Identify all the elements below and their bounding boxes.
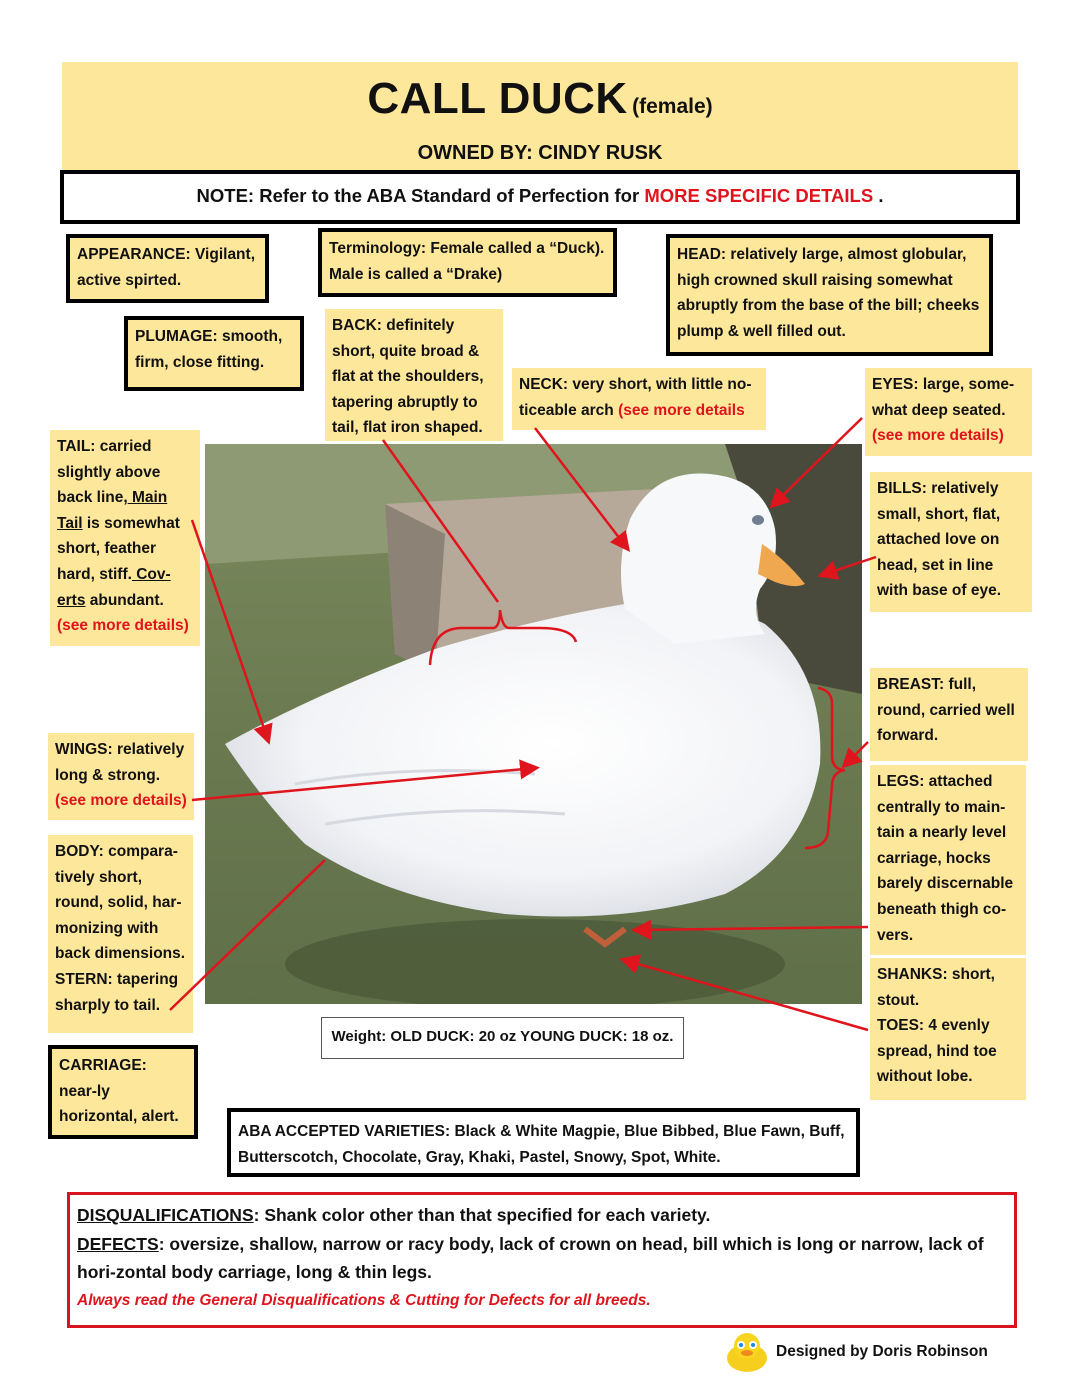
tail-text-3: abundant. <box>85 591 164 609</box>
designer-credit <box>723 1330 1013 1374</box>
carriage-text: near-ly horizontal, alert. <box>59 1082 179 1126</box>
breast-box <box>870 668 1028 761</box>
tail-more-link[interactable]: (see more details) <box>57 617 189 635</box>
tail-text-2: is somewhat short, feather hard, stiff. <box>57 514 180 583</box>
defects-label: DEFECTS <box>77 1233 159 1254</box>
page-title <box>62 74 1018 124</box>
wings-text: relatively long & strong. <box>55 741 185 784</box>
tail-coverts: Cov-erts <box>57 565 171 609</box>
shanks-box <box>870 958 1026 1100</box>
head-head: HEAD: <box>677 246 727 263</box>
note-box <box>60 170 1020 224</box>
tail-main-tail: Main Tail <box>57 489 168 532</box>
designer-text: Designed by Doris Robinson <box>776 1343 988 1360</box>
eyes-head: EYES: <box>872 376 919 393</box>
tail-box <box>50 430 200 646</box>
plumage-box <box>124 316 304 391</box>
tail-head: TAIL: <box>57 438 96 455</box>
tail-text-1: carried slightly above back line, <box>57 438 161 507</box>
owner-line: OWNED BY: CINDY RUSK <box>417 142 663 164</box>
terminology-head: Terminology: <box>329 240 427 257</box>
plumage-text: smooth, firm, close fitting. <box>135 328 283 371</box>
title-main: CALL DUCK <box>367 74 628 123</box>
disqualifications-line <box>77 1201 1007 1230</box>
bills-text: relatively small, short, flat, attached love on head, set in line with base of eye. <box>877 480 1002 600</box>
note-highlight: MORE SPECIFIC DETAILS <box>644 185 874 206</box>
wings-head: WINGS: <box>55 741 113 758</box>
bills-box <box>870 472 1032 612</box>
legs-head: LEGS: <box>877 773 925 790</box>
appearance-head: APPEARANCE: <box>77 246 191 263</box>
eyes-more-link[interactable]: (see more details) <box>872 427 1004 445</box>
duck-photo <box>205 444 862 1004</box>
note-text: NOTE: Refer to the ABA Standard of Perfection for <box>196 185 645 206</box>
neck-text: very short, with little no-ticeable arch <box>519 376 752 419</box>
eyes-text: large, some-what deep seated. <box>872 376 1015 419</box>
varieties-box: ABA ACCEPTED VARIETIES: Black & White Magpie, Blue Bibbed, Blue Fawn, Buff, Butterscotch, Chocolate, Gray, Khaki, Pastel, Snowy, Spot, White. <box>227 1108 860 1177</box>
appearance-text: Vigilant, active spirted. <box>77 246 255 289</box>
title-sub: (female) <box>632 95 713 118</box>
disqualifications-text: : Shank color other than that specified for each variety. <box>253 1205 711 1225</box>
carriage-box <box>48 1045 198 1139</box>
wings-more-link[interactable]: (see more details) <box>55 792 187 810</box>
neck-head: NECK: <box>519 376 569 393</box>
shanks-text: short, stout. <box>877 966 995 1009</box>
head-text: relatively large, almost globular, high crowned skull raising somewhat abruptly from the base of the bill; cheeks plump & well filled out. <box>677 246 980 340</box>
carriage-head: CARRIAGE: <box>59 1057 147 1074</box>
body-head: BODY: <box>55 843 104 860</box>
weight-box: Weight: OLD DUCK: 20 oz YOUNG DUCK: 18 oz. <box>321 1017 684 1059</box>
defects-line <box>77 1230 1007 1287</box>
neck-box <box>512 368 766 430</box>
body-text: compara-tively short, round, solid, har-monizing with back dimensions. STERN: tapering sharply to tail. <box>55 843 186 1014</box>
terminology-box <box>318 228 617 297</box>
disqualifications-box <box>67 1192 1017 1328</box>
neck-more-link[interactable]: (see more details <box>618 401 745 419</box>
breast-text: full, round, carried well forward. <box>877 676 1015 745</box>
back-head: BACK: <box>332 317 382 334</box>
legs-text: attached centrally to main-tain a nearly level carriage, hocks barely discernable beneath thigh co-vers. <box>877 773 1014 944</box>
plumage-head: PLUMAGE: <box>135 328 218 345</box>
back-box <box>325 309 503 441</box>
breast-head: BREAST: <box>877 676 945 693</box>
shanks-head: SHANKS: <box>877 966 948 983</box>
disqualifications-label: DISQUALIFICATIONS <box>77 1205 254 1225</box>
wings-box <box>48 733 194 820</box>
defects-text: : oversize, shallow, narrow or racy body, lack of crown on head, bill which is long or narrow, lack of hori-zontal body carriage, long & thin legs. <box>77 1233 984 1282</box>
white-call-duck-photo <box>205 444 862 1004</box>
head-box <box>666 234 993 356</box>
terminology-text: Female called a “Duck). Male is called a “Drake) <box>329 240 605 283</box>
body-box <box>48 835 193 1033</box>
legs-box <box>870 765 1026 955</box>
duckling-icon <box>723 1330 771 1374</box>
toes-text: TOES: 4 evenly spread, hind toe without lobe. <box>877 1017 997 1086</box>
note-end: . <box>873 185 884 206</box>
back-text: definitely short, quite broad & flat at the shoulders, tapering abruptly to tail, flat iron shaped. <box>332 317 484 437</box>
general-disqualifications-note: Always read the General Disqualifications & Cutting for Defects for all breeds. <box>77 1291 651 1309</box>
appearance-box <box>66 234 269 303</box>
header-banner <box>62 62 1018 170</box>
eyes-box <box>865 368 1032 456</box>
bills-head: BILLS: <box>877 480 927 497</box>
